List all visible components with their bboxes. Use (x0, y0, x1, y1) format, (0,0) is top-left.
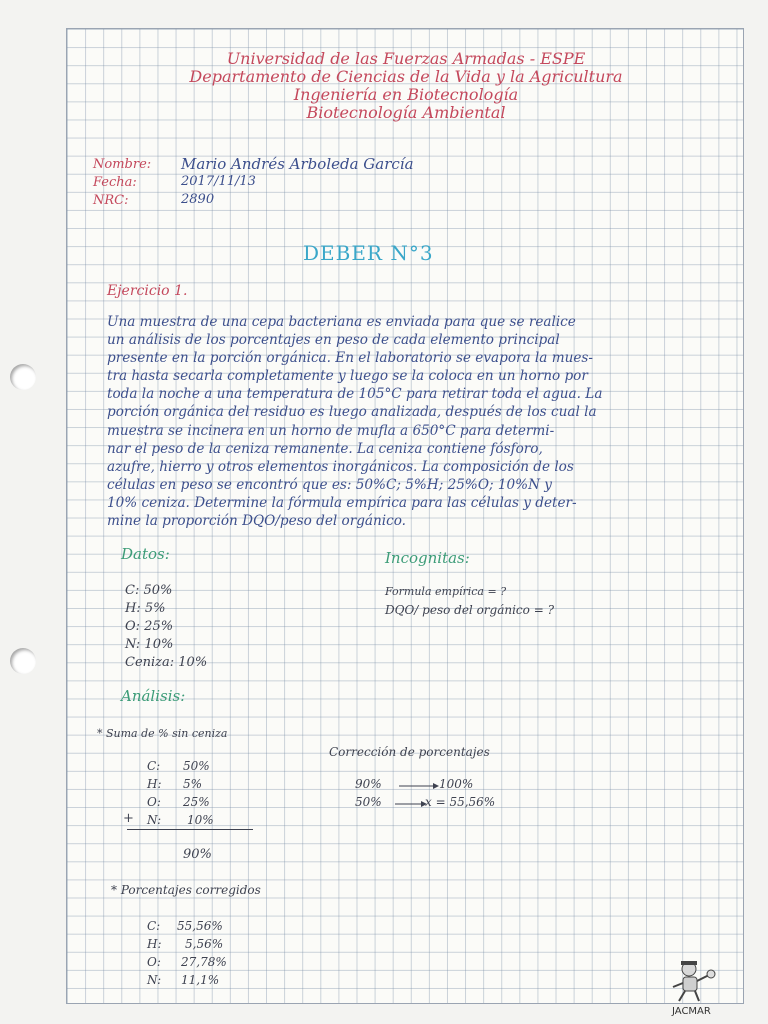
corrected-row-value: 5,56% (185, 937, 224, 951)
datos-item: Ceniza: 10% (125, 655, 208, 670)
name-value: Mario Andrés Arboleda García (181, 155, 414, 173)
sum-row-value: 50% (183, 759, 210, 773)
nrc-value: 2890 (181, 192, 215, 207)
datos-item: O: 25% (125, 619, 174, 634)
datos-item: H: 5% (125, 601, 166, 616)
datos-heading: Datos: (121, 545, 170, 563)
date-value: 2017/11/13 (181, 174, 256, 189)
problem-line: tra hasta secarla completamente y luego se la coloca en un horno por (107, 368, 588, 385)
problem-line: Una muestra de una cepa bacteriana es enviada para que se realice (107, 314, 576, 330)
brand-label: JACMAR (672, 1006, 711, 1017)
sum-total: 90% (183, 847, 212, 862)
plus-sign: + (123, 811, 134, 826)
correction-title: Corrección de porcentajes (329, 745, 490, 759)
sum-row-value: 25% (183, 795, 210, 809)
datos-item: C: 50% (125, 583, 173, 598)
problem-line: células en peso se encontró que es: 50%C; 5%H; 25%O; 10%N y (107, 476, 552, 493)
correction-line2-right: x = 55,56% (425, 795, 496, 809)
department-heading: Departamento de Ciencias de la Vida y la Agricultura (189, 67, 623, 86)
arrow-right-icon (399, 781, 439, 791)
nrc-label: NRC: (93, 193, 129, 208)
incognitas-heading: Incognitas: (385, 549, 470, 567)
university-heading: Universidad de las Fuerzas Armadas - ESPE (226, 49, 586, 68)
analisis-heading: Análisis: (121, 687, 186, 705)
jacmar-mascot-icon (667, 957, 727, 1007)
sum-row-label: C: (147, 759, 161, 773)
problem-line: muestra se incinera en un horno de mufla a 650°C para determi- (107, 422, 555, 439)
incognita-item: DQO/ peso del orgánico = ? (385, 603, 554, 617)
name-label: Nombre: (93, 157, 152, 172)
problem-line: un análisis de los porcentajes en peso de cada elemento principal (107, 332, 560, 349)
corrected-row-value: 55,56% (177, 919, 223, 933)
correction-line1-right: 100% (439, 777, 474, 791)
corrected-row-label: H: (147, 937, 162, 951)
sum-row-label: O: (147, 795, 161, 809)
correction-line1-left: 90% (355, 777, 382, 791)
corrected-row-value: 11,1% (181, 973, 220, 987)
incognita-item: Formula empírica = ? (385, 585, 507, 598)
sum-row-value: 10% (187, 813, 214, 827)
corrected-row-label: O: (147, 955, 161, 969)
grid-paper-sheet (66, 28, 744, 1004)
corrected-row-label: N: (147, 973, 162, 987)
datos-item: N: 10% (125, 637, 174, 652)
career-heading: Ingeniería en Biotecnología (293, 85, 519, 104)
problem-line: porción orgánica del residuo es luego analizada, después de los cual la (107, 404, 597, 421)
corrected-row-label: C: (147, 919, 161, 933)
problem-line: presente en la porción orgánica. En el laboratorio se evapora la mues- (107, 350, 593, 367)
sum-row-label: H: (147, 777, 162, 791)
binder-hole-top (10, 364, 36, 390)
date-label: Fecha: (93, 175, 137, 190)
course-heading: Biotecnología Ambiental (306, 103, 506, 122)
sum-title: * Suma de % sin ceniza (97, 727, 228, 740)
corrected-row-value: 27,78% (181, 955, 227, 969)
problem-line: mine la proporción DQO/peso del orgánico. (107, 513, 407, 530)
problem-line: 10% ceniza. Determine la fórmula empírica para las células y deter- (107, 494, 577, 511)
sum-underline (127, 829, 253, 830)
assignment-title: DEBER N°3 (303, 241, 434, 265)
sum-row-value: 5% (183, 777, 203, 791)
correction-line2-left: 50% (355, 795, 382, 809)
problem-line: nar el peso de la ceniza remanente. La ceniza contiene fósforo, (107, 440, 543, 457)
arrow-right-icon (395, 799, 427, 809)
problem-line: azufre, hierro y otros elementos inorgánicos. La composición de los (107, 458, 574, 475)
exercise-label: Ejercicio 1. (107, 283, 188, 299)
problem-line: toda la noche a una temperatura de 105°C para retirar toda el agua. La (107, 386, 603, 403)
corrected-title: * Porcentajes corregidos (111, 883, 261, 897)
sum-row-label: N: (147, 813, 162, 827)
binder-hole-bottom (10, 648, 36, 674)
problem-statement (107, 313, 707, 530)
